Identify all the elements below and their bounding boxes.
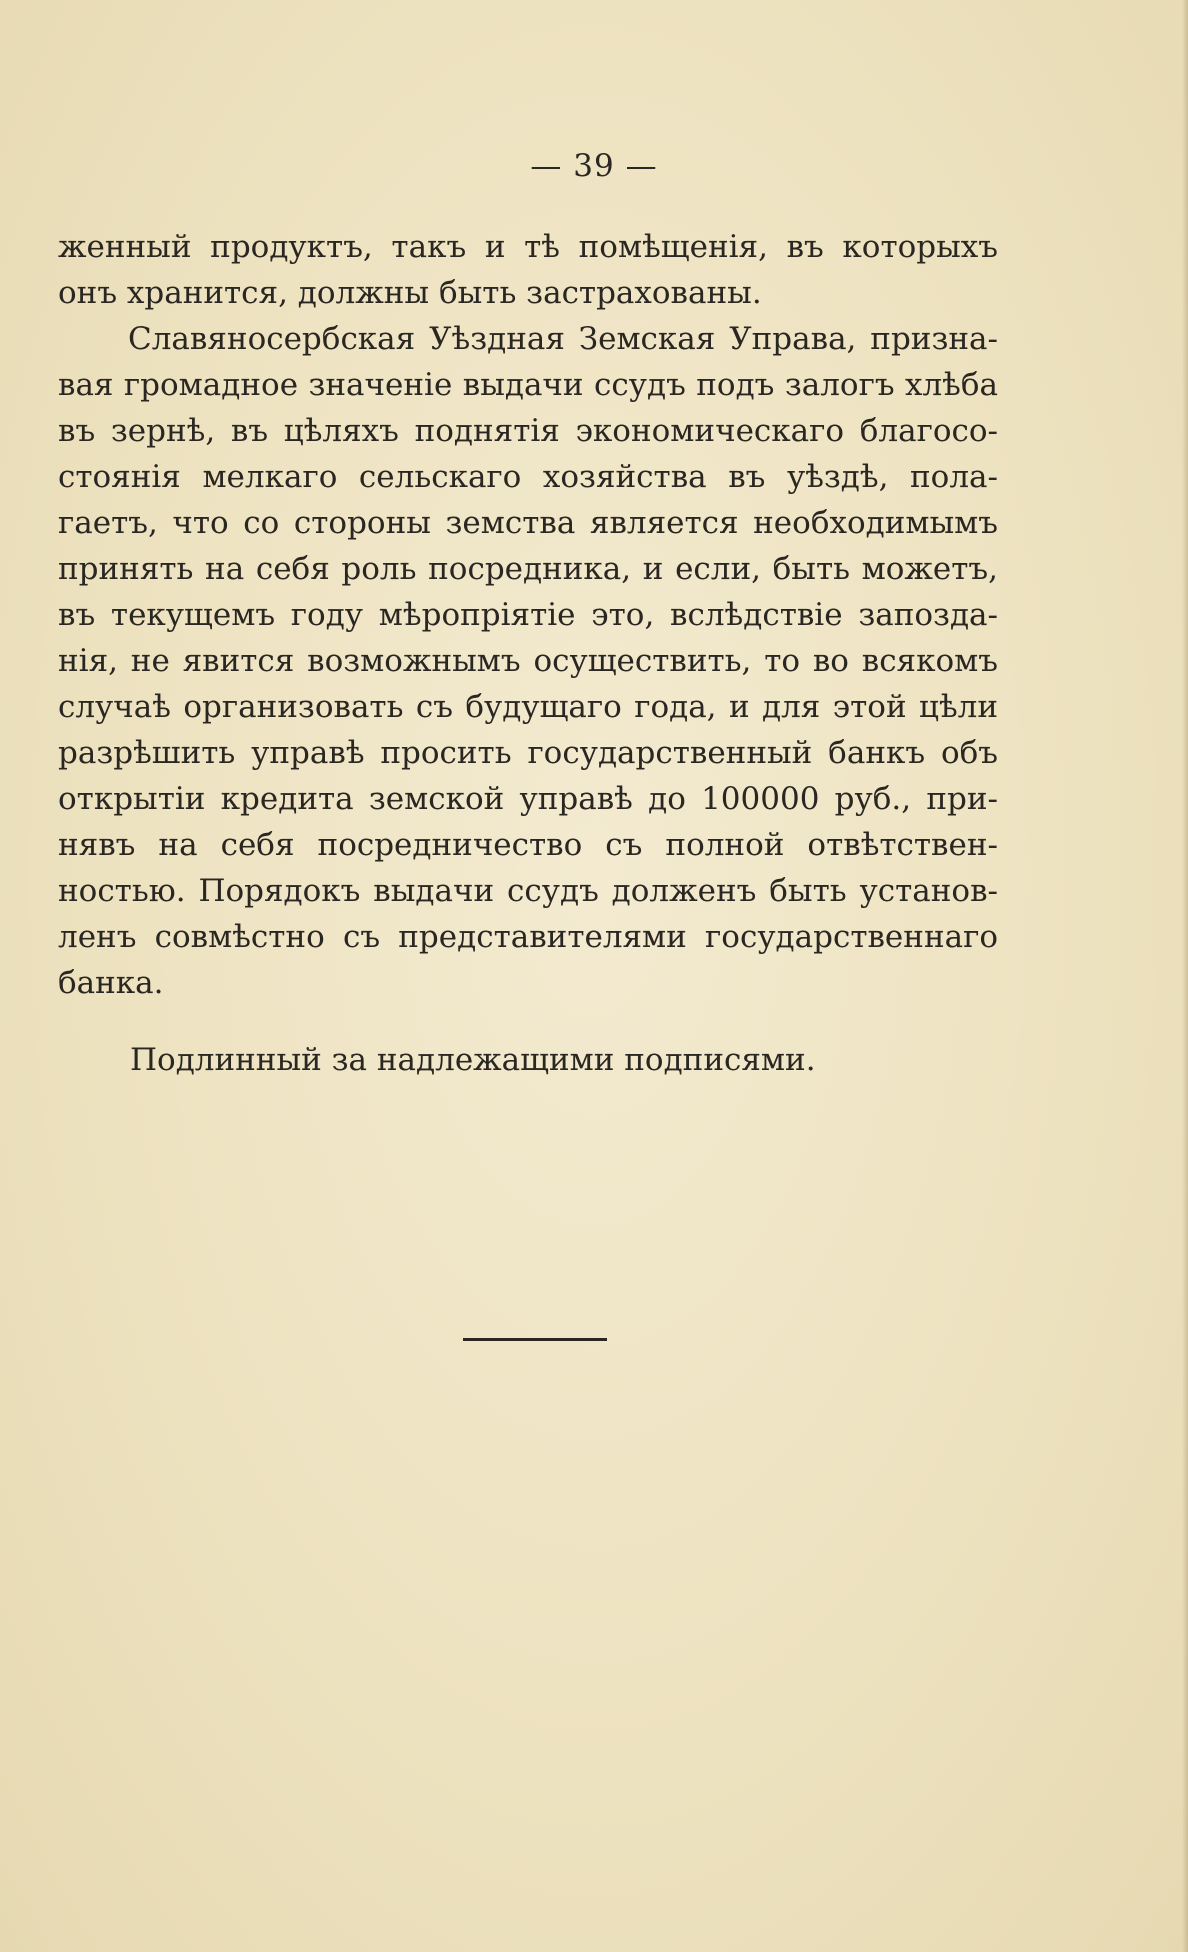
text-line: вая громадное значеніе выдачи ссудъ подъ залогъ хлѣба <box>58 367 998 403</box>
text-line: нявъ на себя посредничество съ полной отвѣтствен- <box>58 827 998 863</box>
text-line: открытіи кредита земской управѣ до 100000 руб., при- <box>58 781 998 817</box>
text-line: ленъ совмѣстно съ представителями государственнаго <box>58 919 998 955</box>
text-line: банка. <box>58 965 164 1001</box>
text-line: Славяносербская Уѣздная Земская Управа, призна- <box>128 321 998 357</box>
text-line: въ зернѣ, въ цѣляхъ поднятія экономическаго благосо- <box>58 413 998 449</box>
end-rule <box>463 1338 607 1341</box>
page-number: — 39 — <box>530 148 658 184</box>
text-line: гаетъ, что со стороны земства является необходимымъ <box>58 505 998 541</box>
text-line: принять на себя роль посредника, и если, быть можетъ, <box>58 551 998 587</box>
signature-note: Подлинный за надлежащими подписями. <box>130 1042 816 1078</box>
text-line: ностью. Порядокъ выдачи ссудъ долженъ быть установ- <box>58 873 998 909</box>
text-line: онъ хранится, должны быть застрахованы. <box>58 275 762 311</box>
text-line: нія, не явится возможнымъ осуществить, то во всякомъ <box>58 643 998 679</box>
page-edge-shadow <box>1182 0 1188 1952</box>
body-text <box>58 224 998 1006</box>
text-line: стоянія мелкаго сельскаго хозяйства въ уѣздѣ, пола- <box>58 459 998 495</box>
text-line: разрѣшить управѣ просить государственный банкъ объ <box>58 735 998 771</box>
text-line: женный продуктъ, такъ и тѣ помѣщенія, въ которыхъ <box>58 229 998 265</box>
text-line: случаѣ организовать съ будущаго года, и для этой цѣли <box>58 689 998 725</box>
text-line: въ текущемъ году мѣропріятіе это, вслѣдствіе запозда- <box>58 597 998 633</box>
